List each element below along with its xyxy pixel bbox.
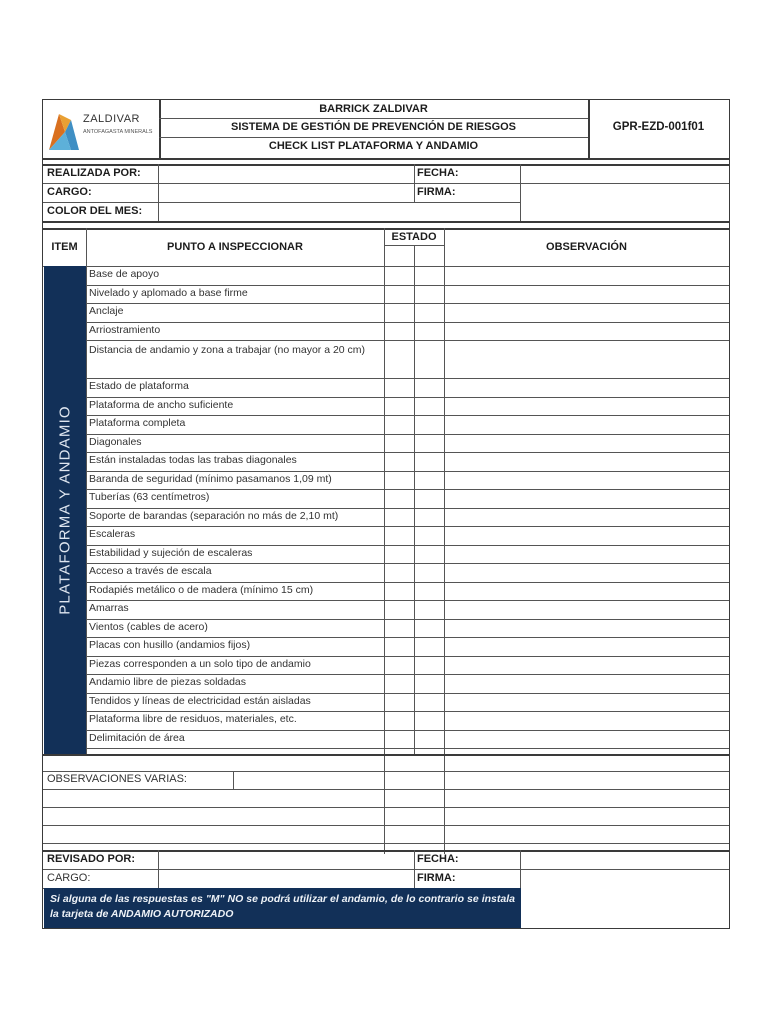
estado-cell[interactable] [415, 285, 444, 304]
row-label: Diagonales [89, 435, 142, 448]
revisado-firma-field[interactable] [521, 870, 729, 928]
row-label: Nivelado y aplomado a base firme [89, 286, 248, 299]
row-label: Arriostramiento [89, 323, 161, 336]
row-label: Placas con husillo (andamios fijos) [89, 639, 251, 651]
estado-cell[interactable] [415, 303, 444, 322]
revisado-firma-label: FIRMA: [417, 872, 456, 884]
estado-cell[interactable] [385, 582, 414, 601]
row-label: Estabilidad y sujeción de escaleras [89, 546, 253, 559]
observacion-cell[interactable] [445, 637, 729, 656]
col-punto-header: PUNTO A INSPECCIONAR [167, 241, 303, 253]
estado-cell[interactable] [385, 563, 414, 582]
row-label: Anclaje [89, 305, 124, 317]
observacion-cell[interactable] [445, 600, 729, 619]
estado-cell[interactable] [385, 619, 414, 638]
realizada-por-field[interactable] [159, 165, 414, 183]
logo-block [43, 100, 159, 157]
row-label: Piezas corresponden a un solo tipo de andamio [89, 657, 311, 670]
row-label: Plataforma completa [89, 417, 186, 429]
estado-cell[interactable] [415, 340, 444, 378]
observacion-cell[interactable] [445, 285, 729, 304]
fecha-field[interactable] [521, 165, 729, 183]
section-sidebar [44, 266, 86, 754]
firma-field[interactable] [521, 184, 729, 221]
observacion-cell[interactable] [445, 526, 729, 545]
row-label: Están instaladas todas las trabas diagonales [89, 454, 297, 466]
estado-cell[interactable] [415, 526, 444, 545]
system-title: SISTEMA DE GESTIÓN DE PREVENCIÓN DE RIESGOS [230, 121, 517, 133]
estado-cell[interactable] [385, 637, 414, 656]
estado-cell[interactable] [415, 471, 444, 490]
row-label: Base de apoyo [89, 268, 160, 280]
authorization-notice: Si alguna de las respuestas es "M" NO se podrá utilizar el andamio, de lo contrario se instala la tarjeta de ANDAMIO AUTORIZADO [44, 888, 521, 928]
col-observacion-header: OBSERVACIÓN [546, 241, 627, 253]
estado-cell[interactable] [415, 322, 444, 341]
estado-cell[interactable] [385, 471, 414, 490]
revisado-fecha-label: FECHA: [417, 853, 459, 865]
observacion-cell[interactable] [445, 711, 729, 730]
estado-cell[interactable] [415, 489, 444, 508]
estado-cell[interactable] [415, 711, 444, 730]
observacion-cell[interactable] [445, 415, 729, 434]
revisado-por-field[interactable] [159, 851, 414, 869]
row-label: Vientos (cables de acero) [89, 620, 208, 633]
observacion-cell[interactable] [445, 434, 729, 453]
estado-cell[interactable] [415, 563, 444, 582]
realizada-por-label: REALIZADA POR: [47, 167, 141, 179]
zaldivar-logo-icon [47, 106, 81, 152]
observaciones-label: OBSERVACIONES VARIAS: [47, 773, 187, 785]
estado-cell[interactable] [385, 340, 414, 378]
estado-cell[interactable] [385, 285, 414, 304]
estado-cell[interactable] [385, 600, 414, 619]
estado-cell[interactable] [385, 397, 414, 416]
estado-cell[interactable] [415, 600, 444, 619]
estado-cell[interactable] [385, 711, 414, 730]
estado-cell[interactable] [385, 452, 414, 471]
estado-cell[interactable] [385, 508, 414, 527]
estado-cell[interactable] [415, 434, 444, 453]
estado-cell[interactable] [415, 378, 444, 397]
document-title: CHECK LIST PLATAFORMA Y ANDAMIO [268, 140, 479, 152]
estado-cell[interactable] [415, 674, 444, 693]
estado-cell[interactable] [385, 415, 414, 434]
estado-cell[interactable] [385, 378, 414, 397]
revisado-cargo-label: CARGO: [47, 872, 91, 884]
estado-cell[interactable] [415, 397, 444, 416]
firma-label: FIRMA: [417, 186, 456, 198]
observacion-cell[interactable] [445, 582, 729, 601]
document-code: GPR-EZD-001f01 [612, 121, 705, 133]
color-mes-label: COLOR DEL MES: [47, 205, 143, 217]
observacion-cell[interactable] [445, 563, 729, 582]
estado-cell[interactable] [415, 656, 444, 675]
observacion-cell[interactable] [445, 489, 729, 508]
cargo-field[interactable] [159, 184, 414, 202]
observacion-cell[interactable] [445, 471, 729, 490]
observacion-cell[interactable] [445, 303, 729, 322]
cargo-label: CARGO: [47, 186, 92, 198]
fecha-label: FECHA: [417, 167, 459, 179]
estado-cell[interactable] [415, 508, 444, 527]
revisado-cargo-field[interactable] [159, 870, 414, 888]
color-mes-field[interactable] [159, 203, 520, 221]
estado-cell[interactable] [415, 693, 444, 712]
row-label: Escaleras [89, 528, 136, 540]
estado-cell[interactable] [385, 545, 414, 564]
row-label: Acceso a través de escala [89, 565, 212, 577]
row-label: Delimitación de área [89, 731, 185, 744]
row-label: Rodapiés metálico o de madera (mínimo 15 cm) [89, 583, 314, 596]
observacion-cell[interactable] [445, 322, 729, 341]
row-label: Tendidos y líneas de electricidad están aisladas [89, 694, 311, 707]
revisado-por-label: REVISADO POR: [47, 853, 136, 865]
observacion-cell[interactable] [445, 619, 729, 638]
observacion-cell[interactable] [445, 508, 729, 527]
row-label: Tuberías (63 centímetros) [89, 491, 210, 503]
row-label: Distancia de andamio y zona a trabajar (no mayor a 20 cm) [89, 344, 366, 356]
estado-cell[interactable] [385, 674, 414, 693]
row-label: Amarras [89, 602, 129, 614]
revisado-fecha-field[interactable] [521, 851, 729, 869]
estado-cell[interactable] [385, 730, 414, 749]
estado-cell[interactable] [415, 582, 444, 601]
observacion-cell[interactable] [445, 378, 729, 397]
observacion-cell[interactable] [445, 674, 729, 693]
estado-cell[interactable] [385, 322, 414, 341]
estado-cell[interactable] [415, 619, 444, 638]
row-label: Soporte de barandas (separación no más de 2,10 mt) [89, 509, 339, 522]
observacion-cell[interactable] [445, 340, 729, 378]
row-label: Plataforma de ancho suficiente [89, 398, 234, 411]
company-name: BARRICK ZALDIVAR [319, 103, 428, 115]
checklist-form [42, 99, 730, 929]
logo-text: ZALDIVAR [83, 113, 140, 125]
estado-cell[interactable] [385, 489, 414, 508]
observacion-cell[interactable] [445, 693, 729, 712]
observacion-cell[interactable] [445, 452, 729, 471]
estado-cell[interactable] [385, 434, 414, 453]
estado-cell[interactable] [415, 266, 444, 285]
col-estado-header: ESTADO [391, 231, 437, 243]
estado-cell[interactable] [385, 266, 414, 285]
observacion-cell[interactable] [445, 545, 729, 564]
estado-cell[interactable] [415, 415, 444, 434]
estado-cell[interactable] [385, 693, 414, 712]
row-label: Andamio libre de piezas soldadas [89, 676, 247, 688]
section-label: PLATAFORMA Y ANDAMIO [56, 405, 74, 615]
estado-cell[interactable] [415, 452, 444, 471]
row-label: Estado de plataforma [89, 380, 189, 392]
estado-cell[interactable] [415, 545, 444, 564]
observacion-cell[interactable] [445, 656, 729, 675]
estado-cell[interactable] [415, 637, 444, 656]
logo-subtext: ANTOFAGASTA MINERALS [83, 129, 153, 135]
estado-cell[interactable] [385, 526, 414, 545]
observaciones-field[interactable] [234, 772, 729, 843]
observacion-cell[interactable] [445, 730, 729, 749]
observacion-cell[interactable] [445, 266, 729, 285]
row-label: Baranda de seguridad (mínimo pasamanos 1,09 mt) [89, 472, 332, 485]
estado-cell[interactable] [385, 303, 414, 322]
col-item-header: ITEM [51, 241, 78, 253]
estado-cell[interactable] [415, 730, 444, 749]
row-label: Plataforma libre de residuos, materiales, etc. [89, 713, 297, 725]
observacion-cell[interactable] [445, 397, 729, 416]
estado-cell[interactable] [385, 656, 414, 675]
